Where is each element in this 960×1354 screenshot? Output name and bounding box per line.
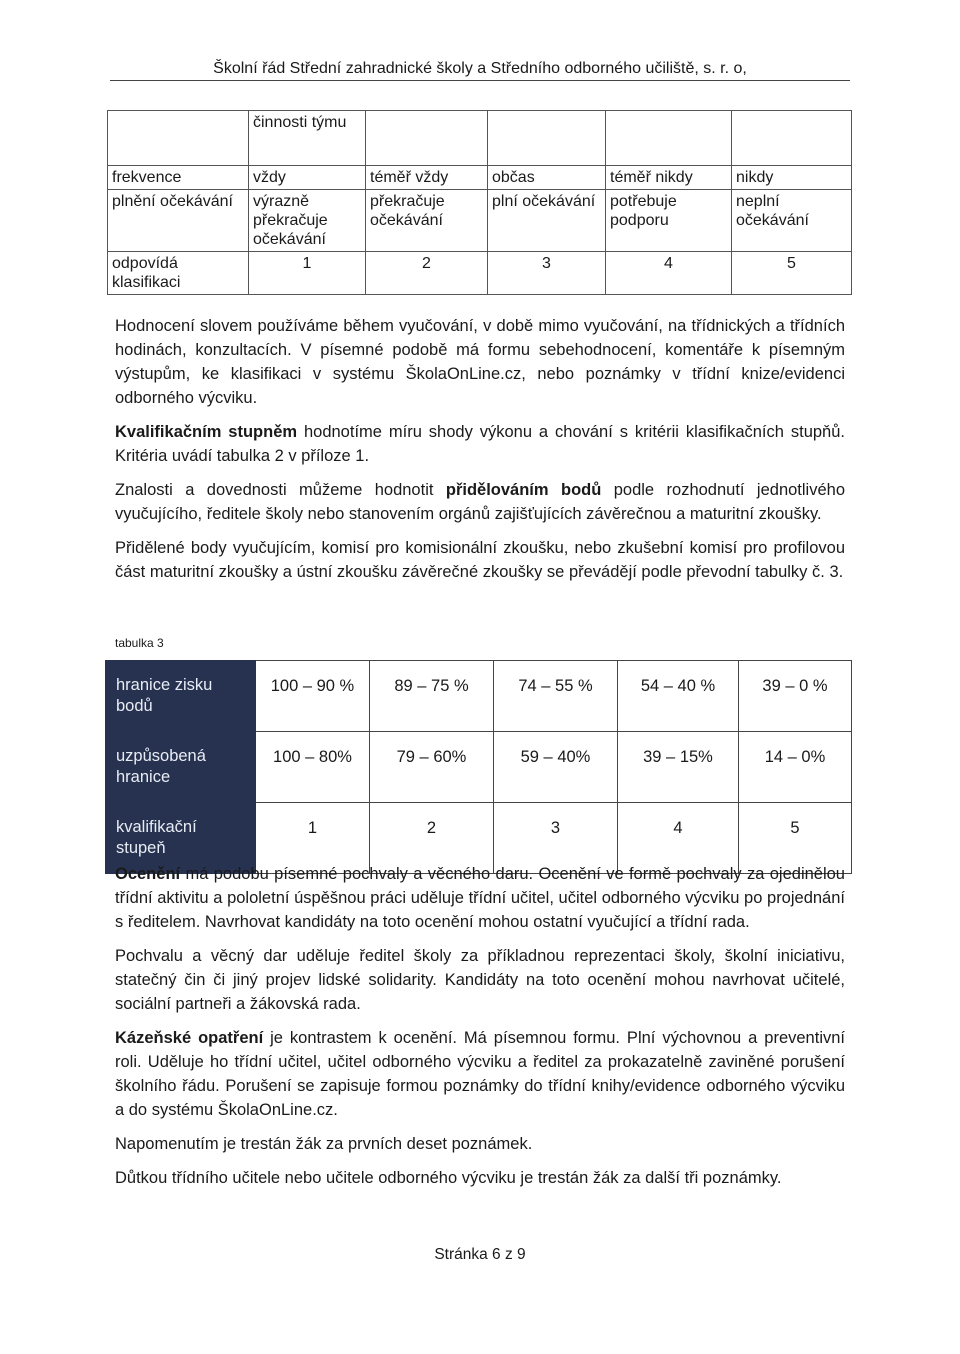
table-cell: 1 (249, 252, 366, 295)
row-header: hranice zisku bodů (106, 661, 256, 732)
table-cell: překračuje očekávání (366, 190, 488, 252)
table-cell: frekvence (108, 166, 249, 190)
bold-term: Ocenění (115, 865, 181, 883)
table-row (108, 190, 852, 252)
bold-term: Kázeňské opatření (115, 1029, 264, 1047)
table-cell: 2 (366, 252, 488, 295)
table-cell: téměř vždy (366, 166, 488, 190)
table-cell: 79 – 60% (370, 732, 494, 803)
table-cell (108, 111, 249, 166)
table-cell: 5 (732, 252, 852, 295)
table-cell: 1 (256, 803, 370, 874)
table-cell: vždy (249, 166, 366, 190)
table-cell: plní očekávání (488, 190, 606, 252)
table-row (108, 111, 852, 166)
paragraph-text: Důtkou třídního učitele nebo učitele odborného výcviku je trestán žák za další tři poznámky. (115, 1169, 782, 1187)
table-cell: 89 – 75 % (370, 661, 494, 732)
paragraph-text: Napomenutím je trestán žák za prvních deset poznámek. (115, 1135, 533, 1153)
table-cell: činnosti týmu (249, 111, 366, 166)
table-cell: 2 (370, 803, 494, 874)
table-cell: 74 – 55 % (494, 661, 618, 732)
table-cell: odpovídá klasifikaci (108, 252, 249, 295)
table-cell: 100 – 90 % (256, 661, 370, 732)
paragraph (115, 314, 845, 410)
paragraph-text: Znalosti a dovednosti můžeme hodnotit (115, 481, 446, 499)
rating-table (107, 110, 852, 295)
table-cell: neplní očekávání (732, 190, 852, 252)
table-cell: potřebuje podporu (606, 190, 732, 252)
row-header: kvalifikační stupeň (106, 803, 256, 874)
table-cell: 5 (739, 803, 852, 874)
paragraph (115, 536, 845, 584)
table-cell: nikdy (732, 166, 852, 190)
table-cell (488, 111, 606, 166)
paragraph-text: má podobu písemné pochvaly a věcného daru. Ocenění ve formě pochvaly za ojedinělou třídní aktivitu a pololetní úspěšnou práci uděluje třídní učitel, učitel odborného výcviku po projednání s ředitelem. Navrhovat kandidáty na toto ocenění mohou ostatní vyučující a třídní rada. (115, 865, 845, 931)
table-cell (366, 111, 488, 166)
table-cell: 100 – 80% (256, 732, 370, 803)
table-row (106, 661, 852, 732)
bold-term: přidělováním bodů (445, 481, 602, 499)
page-number: Stránka 6 z 9 (434, 1246, 526, 1263)
paragraph-text: Pochvalu a věcný dar uděluje ředitel školy za příkladnou reprezentaci školy, školní iniciativu, statečný čin či jiný projev lidské solidarity. Kandidáty na toto ocenění mohou navrhovat učitelé, sociální partneři a žákovská rada. (115, 947, 845, 1013)
paragraph-text: Hodnocení slovem používáme během vyučování, v době mimo vyučování, na třídnických a třídních hodinách, konzultacích. V písemné podobě má formu sebehodnocení, komentáře k písemným výstupům, ke klasifikaci v systému ŠkolaOnLine.cz, nebo poznámky v třídní knize/evidenci odborného výcviku. (115, 317, 845, 407)
row-header: uzpůsobená hranice (106, 732, 256, 803)
table-cell: výrazně překračuje očekávání (249, 190, 366, 252)
table-cell: 39 – 0 % (739, 661, 852, 732)
paragraph-text: hodnotíme míru shody výkonu a chování s kritérii klasifikačních stupňů. Kritéria uvádí tabulka 2 v příloze 1. (115, 423, 845, 465)
table-cell: občas (488, 166, 606, 190)
table-cell: 39 – 15% (618, 732, 739, 803)
table-cell (606, 111, 732, 166)
table-cell: 59 – 40% (494, 732, 618, 803)
paragraph-text: podle rozhodnutí jednotlivého vyučujícího, ředitele školy nebo stanovením orgánů zajišťujících závěrečnou a maturitní zkoušky. (115, 481, 845, 523)
body-section-1 (115, 314, 845, 594)
table-cell: 4 (618, 803, 739, 874)
table-cell: plnění očekávání (108, 190, 249, 252)
paragraph (115, 1132, 845, 1156)
paragraph (115, 420, 845, 468)
page-header: Školní řád Střední zahradnické školy a Středního odborného učiliště, s. r. o, (110, 60, 850, 81)
table-cell: 3 (488, 252, 606, 295)
table-cell: téměř nikdy (606, 166, 732, 190)
table-cell: 54 – 40 % (618, 661, 739, 732)
table-row (108, 252, 852, 295)
paragraph (115, 862, 845, 934)
paragraph (115, 478, 845, 526)
paragraph (115, 1026, 845, 1122)
table-cell (732, 111, 852, 166)
table-cell: 14 – 0% (739, 732, 852, 803)
points-table (105, 660, 852, 874)
table-cell: 4 (606, 252, 732, 295)
table-cell: 3 (494, 803, 618, 874)
table-row (108, 166, 852, 190)
paragraph-text: je kontrastem k ocenění. Má písemnou formu. Plní výchovnou a preventivní roli. Uděluje ho třídní učitel, učitel odborného výcviku a ředitel za prokazatelně zaviněné porušení školního řádu. Porušení se zapisuje formou poznámky do třídní knihy/evidence odborného výcviku a do systému ŠkolaOnLine.cz. (115, 1029, 845, 1119)
table-caption: tabulka 3 (115, 636, 164, 650)
table-row (106, 732, 852, 803)
bold-term: Kvalifikačním stupněm (115, 423, 298, 441)
paragraph (115, 944, 845, 1016)
paragraph (115, 1166, 845, 1190)
paragraph-text: Přidělené body vyučujícím, komisí pro komisionální zkoušku, nebo zkušební komisí pro profilovou část maturitní zkoušky a ústní zkoušku závěrečné zkoušky se převádějí podle převodní tabulky č. 3. (115, 539, 845, 581)
body-section-2 (115, 862, 845, 1200)
